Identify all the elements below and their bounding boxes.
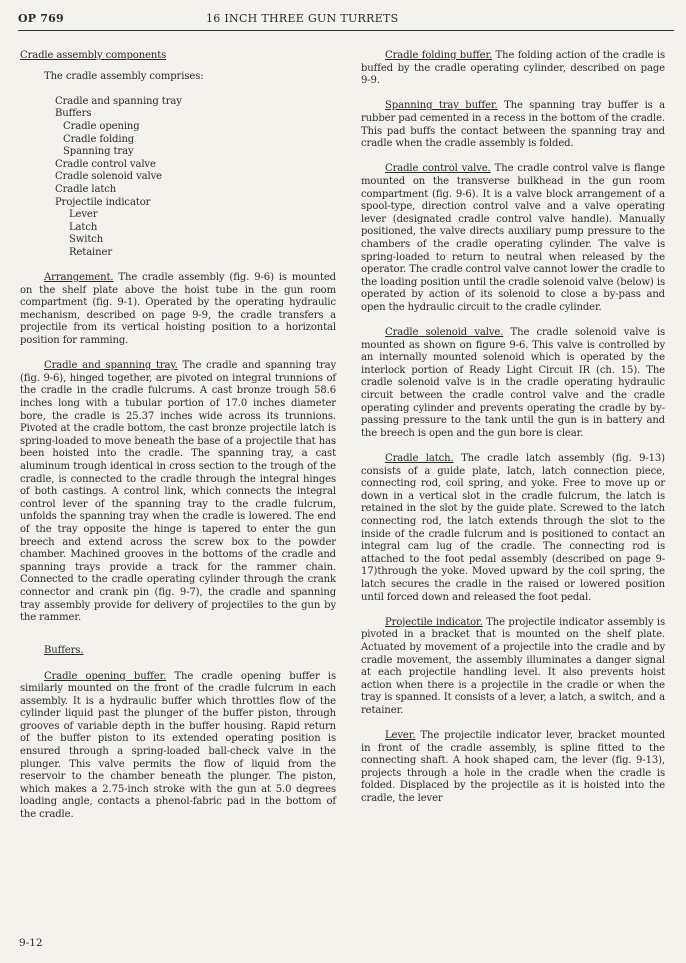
component-list-item: Cradle folding (63, 133, 135, 145)
component-list-item: Buffers (55, 108, 92, 120)
component-list-item: Cradle opening (63, 120, 140, 132)
heading-cradle-control-valve: Cradle control valve. (385, 163, 491, 175)
heading-cradle-solenoid-valve: Cradle solenoid valve. (385, 327, 504, 339)
heading-arrangement: Arrangement. (44, 272, 114, 284)
paragraph-cradle-control-valve (361, 163, 665, 314)
paragraph-cradle-latch (361, 453, 665, 604)
paragraph-cradle-folding-buffer (361, 50, 665, 88)
body-cradle-latch: The cradle latch assembly (fig. 9-13) consists of a guide plate, latch, latch connection piece, connecting rod, coil spring, and yoke. Free to move up or down in a vertical slot in the cradle fulcrum, the latch is retained in the slot by the guide plate. Screwed to the latch connecting rod, the latch extends through the slot to the inside of the cradle fulcrum and is positioned to contact an integral cam lug of the cradle. The connecting rod is attached to the foot pedal assembly (described on page 9-17)through the yoke. Moved upward by the coil spring, the latch secures the cradle in the raised or lowered position until forced down and released the foot pedal. (361, 453, 665, 603)
component-list-item: Cradle and spanning tray (55, 95, 182, 107)
heading-projectile-indicator: Projectile indicator. (385, 616, 483, 628)
paragraph-cradle-solenoid-valve (361, 327, 665, 440)
document-number: OP 769 (18, 12, 64, 25)
body-cradle-opening-buffer: The cradle opening buffer is similarly mounted on the front of the cradle fulcrum in each assembly. It is a hydraulic buffer which throttles flow of the cylinder liquid past the plunger of the buffer piston, through grooves of variable depth in the buffer housing. Rapid return of the buffer piston to its extended operating position is ensured through a spring-loaded ball-check valve in the plunger. This valve permits the flow of liquid from the reservoir to the chamber beneath the plunger. The piston, which makes a 2.75-inch stroke with the gun at 5.0 degrees loading angle, contacts a phenol-fabric pad in the bottom of the cradle. (20, 670, 336, 821)
intro-text: The cradle assembly comprises: (44, 70, 204, 82)
paragraph-projectile-indicator (361, 617, 665, 718)
paragraph-cradle-spanning-tray (20, 360, 336, 624)
right-column (361, 50, 665, 806)
section-title: Cradle assembly components (20, 50, 167, 61)
page-header (18, 12, 674, 31)
running-title: 16 INCH THREE GUN TURRETS (206, 12, 399, 25)
body-cradle-folding-buffer: The folding action of the cradle is buffed by the cradle operating cylinder, described on page 9-9. (361, 50, 666, 87)
component-list-item: Cradle latch (55, 183, 117, 195)
component-list-item: Lever (69, 209, 98, 221)
component-list-item: Cradle control valve (55, 158, 156, 170)
component-list-item: Cradle solenoid valve (55, 171, 162, 183)
component-list-item: Latch (69, 221, 98, 233)
component-list-item: Switch (69, 234, 104, 246)
body-arrangement: The cradle assembly (fig. 9-6) is mounted on the shelf plate above the hoist tube in the gun room compartment (fig. 9-1). Operated by the operating hydraulic mechanism, described on page 9-9, the cradle transfers a projectile from its vertical hoisting position to a horizontal position for ramming. (20, 272, 336, 347)
body-cradle-control-valve: The cradle control valve is flange mounted on the transverse bulkhead in the gun room compartment (fig. 9-6). It is a valve block arrangement of a spool-type, direction control valve and a valve operating lever (designated cradle control valve handle). Manually positioned, the valve directs auxiliary pump pressure to the chambers of the cradle operating cylinder. The valve is spring-loaded to return to neutral when released by the operator. The cradle control valve cannot lower the cradle to the loading position until the cradle solenoid valve (below) is operated by action of its solenoid to close a by-pass and open the hydraulic circuit to the cradle cylinder. (361, 163, 665, 313)
body-cradle-spanning-tray: The cradle and spanning tray (fig. 9-6), hinged together, are pivoted on integral trunnions of the cradle in the cradle fulcrums. A cast bronze trough 58.6 inches long with a tubular portion of 17.0 inches diameter bore, the cradle is 25.37 inches wide across its trunnions. Pivoted at the cradle bottom, the cast bronze projectile latch is spring-loaded to move beneath the base of a projectile that has been hoisted into the cradle. The spanning tray, a cast aluminum trough identical in cross section to the trough of the cradle, is connected to the cradle through the integral hinges of both castings. A control link, which connects the integral control lever of the spanning tray to the cradle fulcrum, unfolds the spanning tray when the cradle is lowered. The end of the tray opposite the hinge is tapered to enter the gun breech and extend across the screw box to the powder chamber. Machined grooves in the bottoms of the cradle and spanning trays provide a track for the rammer chain. Connected to the cradle operating cylinder through the crank connector and crank pin (fig. 9-7), the cradle and spanning tray assembly provide for delivery of projectiles to the gun by the rammer. (20, 360, 337, 624)
page-number: 9-12 (19, 937, 43, 949)
component-list (20, 96, 336, 260)
body-projectile-indicator: The projectile indicator assembly is pivoted in a bracket that is mounted on the shelf plate. Actuated by movement of a projectile into the cradle and by cradle movement, the assembly illuminates a danger signal at each projectile handling level. It also prevents hoist action when there is a projectile in the cradle or when the tray is spanned. It consists of a lever, a latch, a switch, and a retainer. (361, 616, 665, 716)
paragraph-spanning-tray-buffer (361, 100, 665, 150)
heading-buffers: Buffers. (44, 645, 84, 657)
paragraph-arrangement (20, 272, 336, 348)
component-list-item: Retainer (69, 246, 113, 258)
left-column (20, 50, 336, 822)
heading-lever: Lever. (385, 730, 416, 742)
body-spanning-tray-buffer: The spanning tray buffer is a rubber pad cemented in a recess in the bottom of the cradle. This pad buffs the contact between the spanning tray and cradle when the cradle assembly is folded. (361, 100, 666, 150)
paragraph-cradle-opening-buffer (20, 671, 336, 822)
component-list-item: Projectile indicator (55, 196, 151, 208)
heading-spanning-tray-buffer: Spanning tray buffer. (385, 100, 498, 112)
component-list-item: Spanning tray (63, 146, 134, 158)
body-cradle-solenoid-valve: The cradle solenoid valve is mounted as shown on figure 9-6. This valve is controlled by an internally mounted solenoid which is operated by the interlock portion of Ready Light Circuit IR (ch. 15). The cradle solenoid valve is in the cradle operating hydraulic circuit between the cradle control valve and the cradle operating cylinder and prevents operating the cradle by by-passing pressure to the tank until the gun is in battery and the breech is open and the gun bore is clear. (361, 327, 665, 439)
heading-cradle-latch: Cradle latch. (385, 453, 454, 464)
heading-cradle-opening-buffer: Cradle opening buffer. (44, 670, 167, 682)
paragraph-lever (361, 730, 665, 806)
heading-cradle-spanning-tray: Cradle and spanning tray. (44, 360, 178, 372)
heading-cradle-folding-buffer: Cradle folding buffer. (385, 50, 493, 61)
body-lever: The projectile indicator lever, bracket mounted in front of the cradle assembly, is spline fitted to the connecting shaft. A hook shaped cam, the lever (fig. 9-13), projects through a hole in the cradle when the cradle is folded. Displaced by the projectile as it is hoisted into the cradle, the lever (361, 730, 666, 805)
